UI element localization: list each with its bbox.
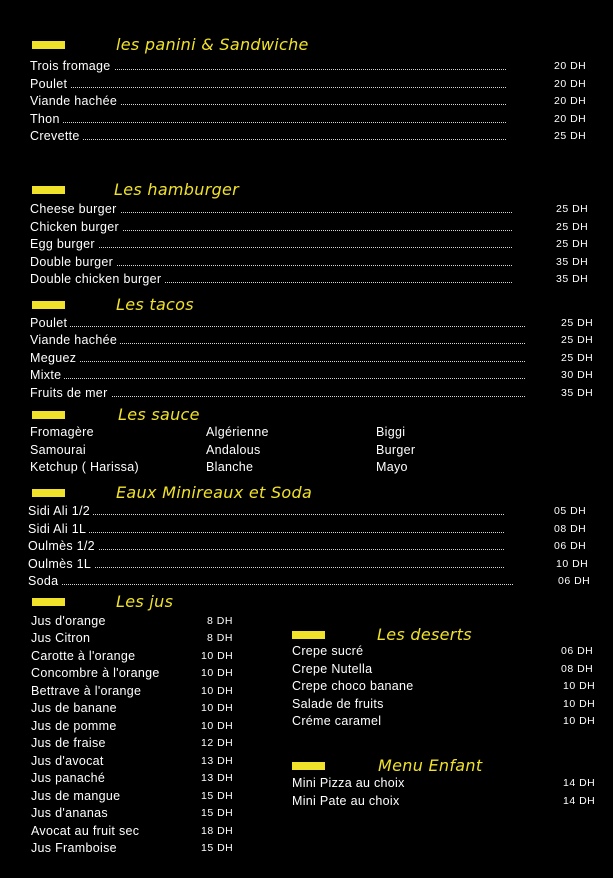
item-price: 35 DH <box>556 256 589 268</box>
item-name: Oulmès 1L <box>28 556 94 573</box>
item-price: 13 DH <box>201 755 234 767</box>
item-price: 10 DH <box>556 558 589 570</box>
item-name: Créme caramel <box>292 713 384 730</box>
item-name: Crepe Nutella <box>292 661 375 678</box>
section-header-tacos <box>32 295 352 317</box>
section-header-hamburger <box>32 180 352 202</box>
menu-item <box>292 643 597 660</box>
menu-item <box>30 219 590 236</box>
menu-item <box>30 128 590 145</box>
menu-item <box>28 556 588 573</box>
item-price: 06 DH <box>561 645 594 657</box>
menu-item <box>31 735 241 752</box>
menu-item <box>31 613 241 630</box>
item-name: Poulet <box>30 315 70 332</box>
item-price: 25 DH <box>561 352 594 364</box>
menu-item <box>292 793 597 810</box>
item-price: 10 DH <box>563 680 596 692</box>
item-name: Oulmès 1/2 <box>28 538 98 555</box>
item-name: Egg burger <box>30 236 98 253</box>
item-name: Sidi Ali 1L <box>28 521 89 538</box>
item-price: 8 DH <box>207 632 233 644</box>
item-name: Chicken burger <box>30 219 122 236</box>
menu-item <box>31 805 241 822</box>
menu-item <box>30 111 590 128</box>
sauce-item: Samourai <box>30 443 86 457</box>
menu-item <box>30 271 590 288</box>
item-price: 06 DH <box>554 540 587 552</box>
item-name: Avocat au fruit sec <box>31 823 142 840</box>
item-price: 15 DH <box>201 842 234 854</box>
sauce-item: Fromagère <box>30 425 94 439</box>
item-price: 35 DH <box>561 387 594 399</box>
item-name: Mixte <box>30 367 64 384</box>
menu-item <box>31 648 241 665</box>
menu-item <box>30 76 590 93</box>
item-name: Salade de fruits <box>292 696 387 713</box>
section-title-hamburger: Les hamburger <box>114 180 240 199</box>
yellow-bar-decoration <box>32 301 65 309</box>
item-price: 25 DH <box>561 334 594 346</box>
menu-item <box>31 665 241 682</box>
item-name: Trois fromage <box>30 58 114 75</box>
item-name: Jus de banane <box>31 700 120 717</box>
sauce-item: Mayo <box>376 460 408 474</box>
menu-item <box>30 201 590 218</box>
yellow-bar-decoration <box>32 411 65 419</box>
item-name: Jus panaché <box>31 770 108 787</box>
item-price: 20 DH <box>554 113 587 125</box>
item-name: Thon <box>30 111 63 128</box>
section-title-jus: Les jus <box>116 592 174 611</box>
menu-item <box>292 661 597 678</box>
yellow-bar-decoration <box>32 489 65 497</box>
item-price: 25 DH <box>556 203 589 215</box>
section-header-panini <box>32 35 352 57</box>
yellow-bar-decoration <box>32 598 65 606</box>
item-price: 10 DH <box>201 650 234 662</box>
section-title-deserts: Les deserts <box>377 625 472 644</box>
sauce-item: Algérienne <box>206 425 269 439</box>
section-title-panini: les panini & Sandwiche <box>116 35 309 54</box>
menu-item <box>31 718 241 735</box>
yellow-bar-decoration <box>32 186 65 194</box>
item-name: Crevette <box>30 128 83 145</box>
item-price: 15 DH <box>201 790 234 802</box>
menu-item <box>30 332 595 349</box>
item-price: 10 DH <box>563 715 596 727</box>
item-name: Mini Pate au choix <box>292 793 403 810</box>
item-name: Soda <box>28 573 61 590</box>
menu-item <box>28 503 588 520</box>
item-name: Jus d'ananas <box>31 805 111 822</box>
item-price: 35 DH <box>556 273 589 285</box>
menu-item <box>31 823 241 840</box>
item-price: 06 DH <box>558 575 591 587</box>
menu-item <box>31 788 241 805</box>
menu-item <box>30 367 595 384</box>
section-header-jus <box>32 592 232 614</box>
item-price: 05 DH <box>554 505 587 517</box>
item-price: 10 DH <box>563 698 596 710</box>
item-price: 25 DH <box>556 221 589 233</box>
menu-item <box>30 385 595 402</box>
item-price: 10 DH <box>201 667 234 679</box>
menu-item <box>31 770 241 787</box>
item-price: 25 DH <box>554 130 587 142</box>
item-name: Jus Framboise <box>31 840 120 857</box>
item-price: 18 DH <box>201 825 234 837</box>
item-price: 20 DH <box>554 95 587 107</box>
menu-item <box>31 683 241 700</box>
item-name: Double chicken burger <box>30 271 164 288</box>
sauce-item: Ketchup ( Harissa) <box>30 460 139 474</box>
item-name: Bettrave à l'orange <box>31 683 144 700</box>
menu-item <box>30 350 595 367</box>
item-name: Viande hachée <box>30 93 120 110</box>
sauce-item: Andalous <box>206 443 261 457</box>
item-price: 8 DH <box>207 615 233 627</box>
menu-item <box>30 236 590 253</box>
sauce-item: Blanche <box>206 460 254 474</box>
menu-item <box>28 538 588 555</box>
menu-item <box>292 775 597 792</box>
item-price: 10 DH <box>201 702 234 714</box>
item-price: 08 DH <box>561 663 594 675</box>
item-price: 25 DH <box>556 238 589 250</box>
section-title-eaux: Eaux Minireaux et Soda <box>116 483 313 502</box>
item-price: 14 DH <box>563 795 596 807</box>
menu-item <box>30 254 590 271</box>
item-name: Carotte à l'orange <box>31 648 138 665</box>
sauce-item: Burger <box>376 443 416 457</box>
item-name: Cheese burger <box>30 201 120 218</box>
menu-item <box>30 315 595 332</box>
item-name: Meguez <box>30 350 79 367</box>
item-name: Crepe choco banane <box>292 678 416 695</box>
section-title-sauce: Les sauce <box>118 405 200 424</box>
menu-item <box>31 753 241 770</box>
item-name: Fruits de mer <box>30 385 111 402</box>
menu-item <box>292 678 597 695</box>
item-price: 08 DH <box>554 523 587 535</box>
item-name: Double burger <box>30 254 116 271</box>
item-price: 10 DH <box>201 685 234 697</box>
item-name: Jus de mangue <box>31 788 123 805</box>
item-name: Jus d'avocat <box>31 753 107 770</box>
menu-item <box>31 630 241 647</box>
item-price: 20 DH <box>554 60 587 72</box>
menu-item <box>30 93 590 110</box>
item-name: Jus Citron <box>31 630 93 647</box>
item-price: 14 DH <box>563 777 596 789</box>
item-name: Sidi Ali 1/2 <box>28 503 93 520</box>
item-price: 30 DH <box>561 369 594 381</box>
item-name: Mini Pizza au choix <box>292 775 408 792</box>
item-name: Concombre à l'orange <box>31 665 163 682</box>
section-title-tacos: Les tacos <box>116 295 194 314</box>
yellow-bar-decoration <box>292 631 325 639</box>
item-name: Jus de fraise <box>31 735 109 752</box>
item-price: 12 DH <box>201 737 234 749</box>
item-name: Crepe sucré <box>292 643 366 660</box>
item-name: Viande hachée <box>30 332 120 349</box>
menu-item <box>31 700 241 717</box>
item-price: 25 DH <box>561 317 594 329</box>
section-title-enfant: Menu Enfant <box>378 756 483 775</box>
yellow-bar-decoration <box>32 41 65 49</box>
menu-item <box>292 713 597 730</box>
yellow-bar-decoration <box>292 762 325 770</box>
item-name: Jus de pomme <box>31 718 120 735</box>
section-header-eaux <box>32 483 372 505</box>
item-price: 20 DH <box>554 78 587 90</box>
item-name: Jus d'orange <box>31 613 109 630</box>
menu-item <box>28 521 588 538</box>
menu-item <box>28 573 593 590</box>
item-name: Poulet <box>30 76 70 93</box>
item-price: 13 DH <box>201 772 234 784</box>
item-price: 10 DH <box>201 720 234 732</box>
menu-item <box>292 696 597 713</box>
menu-item <box>30 58 590 75</box>
item-price: 15 DH <box>201 807 234 819</box>
section-header-sauce <box>32 405 352 427</box>
sauce-item: Biggi <box>376 425 406 439</box>
menu-item <box>31 840 241 857</box>
